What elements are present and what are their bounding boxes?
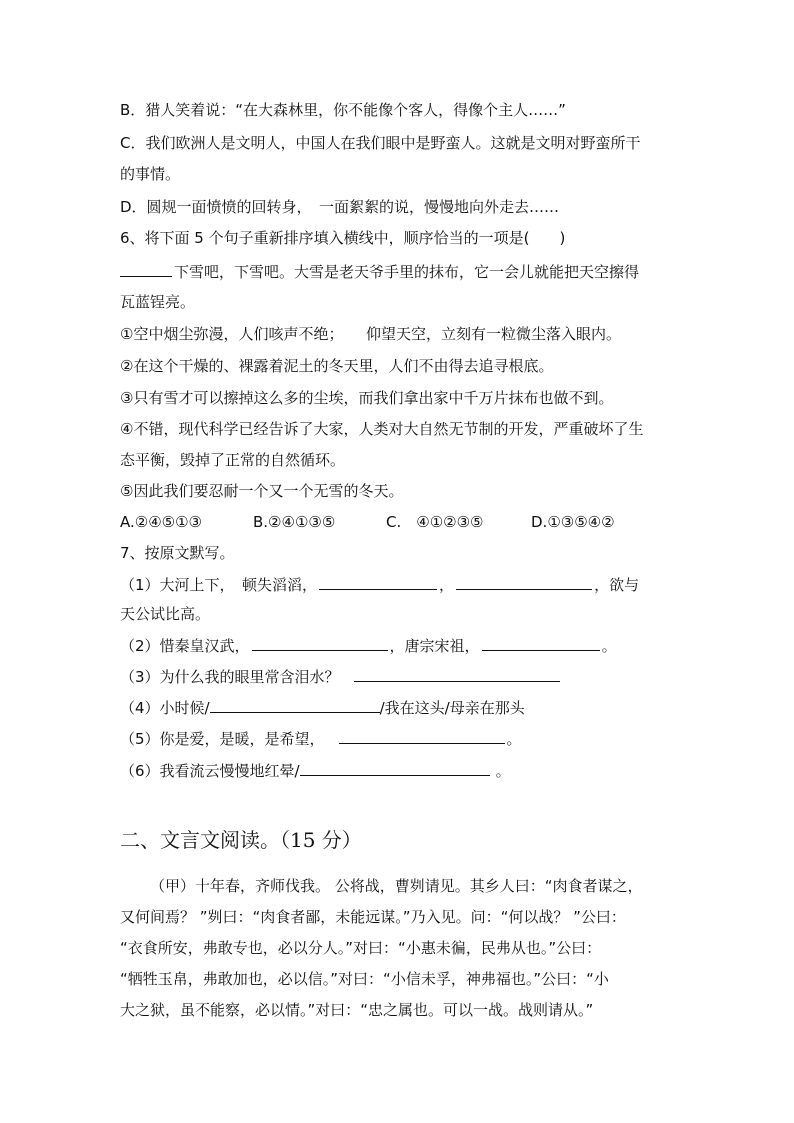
q7-item-1-prefix: （1）大河上下， 顿失滔滔， xyxy=(120,576,318,594)
q7-item-2-blank-2[interactable] xyxy=(482,635,600,651)
q7-item-5-blank[interactable] xyxy=(339,728,505,744)
q6-option-c: C. ④①②③⑤ xyxy=(386,513,484,531)
q7-item-1 xyxy=(120,574,639,595)
q7-item-2-mid: ，唐宗宋祖， xyxy=(389,637,480,655)
q7-item-3-prefix: （3）为什么我的眼里常含泪水？ xyxy=(120,668,340,686)
option-d: D．圆规一面愤愤的回转身， 一面絮絮的说，慢慢地向外走去…… xyxy=(120,198,560,216)
q7-item-1-line2: 天公试比高。 xyxy=(120,605,211,623)
option-b: B．猎人笑着说：“在大森林里，你不能像个客人，得像个主人……” xyxy=(120,101,566,119)
q7-item-1-suffix: ，欲与 xyxy=(594,576,640,594)
q6-text-line2: 瓦蓝锃亮。 xyxy=(120,293,196,311)
q7-item-2 xyxy=(120,635,617,656)
q7-item-1-blank-1[interactable] xyxy=(319,574,437,590)
q6-sentence-3: ③只有雪才可以擦掉这么多的尘埃，而我们拿出家中千万片抹布也做不到。 xyxy=(120,389,614,407)
q6-text-line1 xyxy=(120,261,639,282)
q7-item-5-prefix: （5）你是爱，是暖，是希望， xyxy=(120,730,325,748)
q6-stem: 6、将下面 5 个句子重新排序填入横线中，顺序恰当的一项是( ) xyxy=(120,229,566,247)
q7-item-1-sep: ， xyxy=(439,576,455,594)
q6-option-b: B.②④①③⑤ xyxy=(253,513,336,531)
passage-line-4: “牺牲玉帛，弗敢加也，必以信。”对曰：“小信未孚，神弗福也。”公曰：“小 xyxy=(120,970,609,988)
passage-line-2: 又何间焉？ ”刿曰：“肉食者鄙，未能远谋。”乃入见。问：“何以战？ ”公曰： xyxy=(120,908,626,926)
q6-sentence-1: ①空中烟尘弥漫，人们咳声不绝； 仰望天空，立刻有一粒微尘落入眼内。 xyxy=(120,325,621,343)
q7-item-3 xyxy=(120,666,562,687)
q7-item-4-suffix: /我在这头/母亲在那头 xyxy=(379,699,525,717)
q6-text-line1-content: 下雪吧，下雪吧。大雪是老天爷手里的抹布，它一会儿就能把天空擦得 xyxy=(174,263,640,281)
q7-item-2-prefix: （2）惜秦皇汉武， xyxy=(120,637,250,655)
section-2-title: 二、文言文阅读。（15 分） xyxy=(120,828,362,852)
option-c-line1: C．我们欧洲人是文明人，中国人在我们眼中是野蛮人。这就是文明对野蛮所干 xyxy=(120,134,641,152)
q7-item-3-blank[interactable] xyxy=(354,666,560,682)
q7-item-4 xyxy=(120,697,525,718)
q7-item-5-end: 。 xyxy=(506,730,522,748)
passage-line-3: “衣食所安，弗敢专也，必以分人。”对曰：“小惠未徧，民弗从也。”公曰： xyxy=(120,939,602,957)
q7-item-1-blank-2[interactable] xyxy=(456,574,592,590)
q6-sentence-2: ②在这个干燥的、裸露着泥土的冬天里，人们不由得去追寻根底。 xyxy=(120,357,554,375)
q7-item-6-prefix: （6）我看流云慢慢地红晕/ xyxy=(120,762,300,780)
passage-line-1: （甲）十年春，齐师伐我。 公将战，曹刿请见。其乡人曰：“肉食者谋之， xyxy=(150,877,643,895)
option-c-line2: 的事情。 xyxy=(120,165,181,183)
q7-stem: 7、按原文默写。 xyxy=(120,544,235,562)
q7-item-4-blank[interactable] xyxy=(210,697,380,713)
q6-sentence-4-line1: ④不错，现代科学已经告诉了大家，人类对大自然无节制的开发，严重破坏了生 xyxy=(120,420,644,438)
q7-item-6-blank[interactable] xyxy=(300,760,490,776)
q7-item-4-prefix: （4）小时候/ xyxy=(120,699,210,717)
q7-item-6 xyxy=(120,760,511,781)
q7-item-2-end: 。 xyxy=(601,637,617,655)
q6-option-d: D.①③⑤④② xyxy=(531,513,615,531)
q6-option-a: A.②④⑤①③ xyxy=(120,513,203,531)
q7-item-5 xyxy=(120,728,522,749)
q7-item-2-blank-1[interactable] xyxy=(252,635,388,651)
q6-answer-blank[interactable] xyxy=(120,261,172,277)
q7-item-6-end: 。 xyxy=(495,762,511,780)
passage-line-5: 大之狱，虽不能察，必以情。”对曰：“忠之属也。可以一战。战则请从。” xyxy=(120,1001,594,1019)
q6-sentence-4-line2: 态平衡，毁掉了正常的自然循环。 xyxy=(120,451,346,469)
q6-sentence-5: ⑤因此我们要忍耐一个又一个无雪的冬天。 xyxy=(120,482,404,500)
